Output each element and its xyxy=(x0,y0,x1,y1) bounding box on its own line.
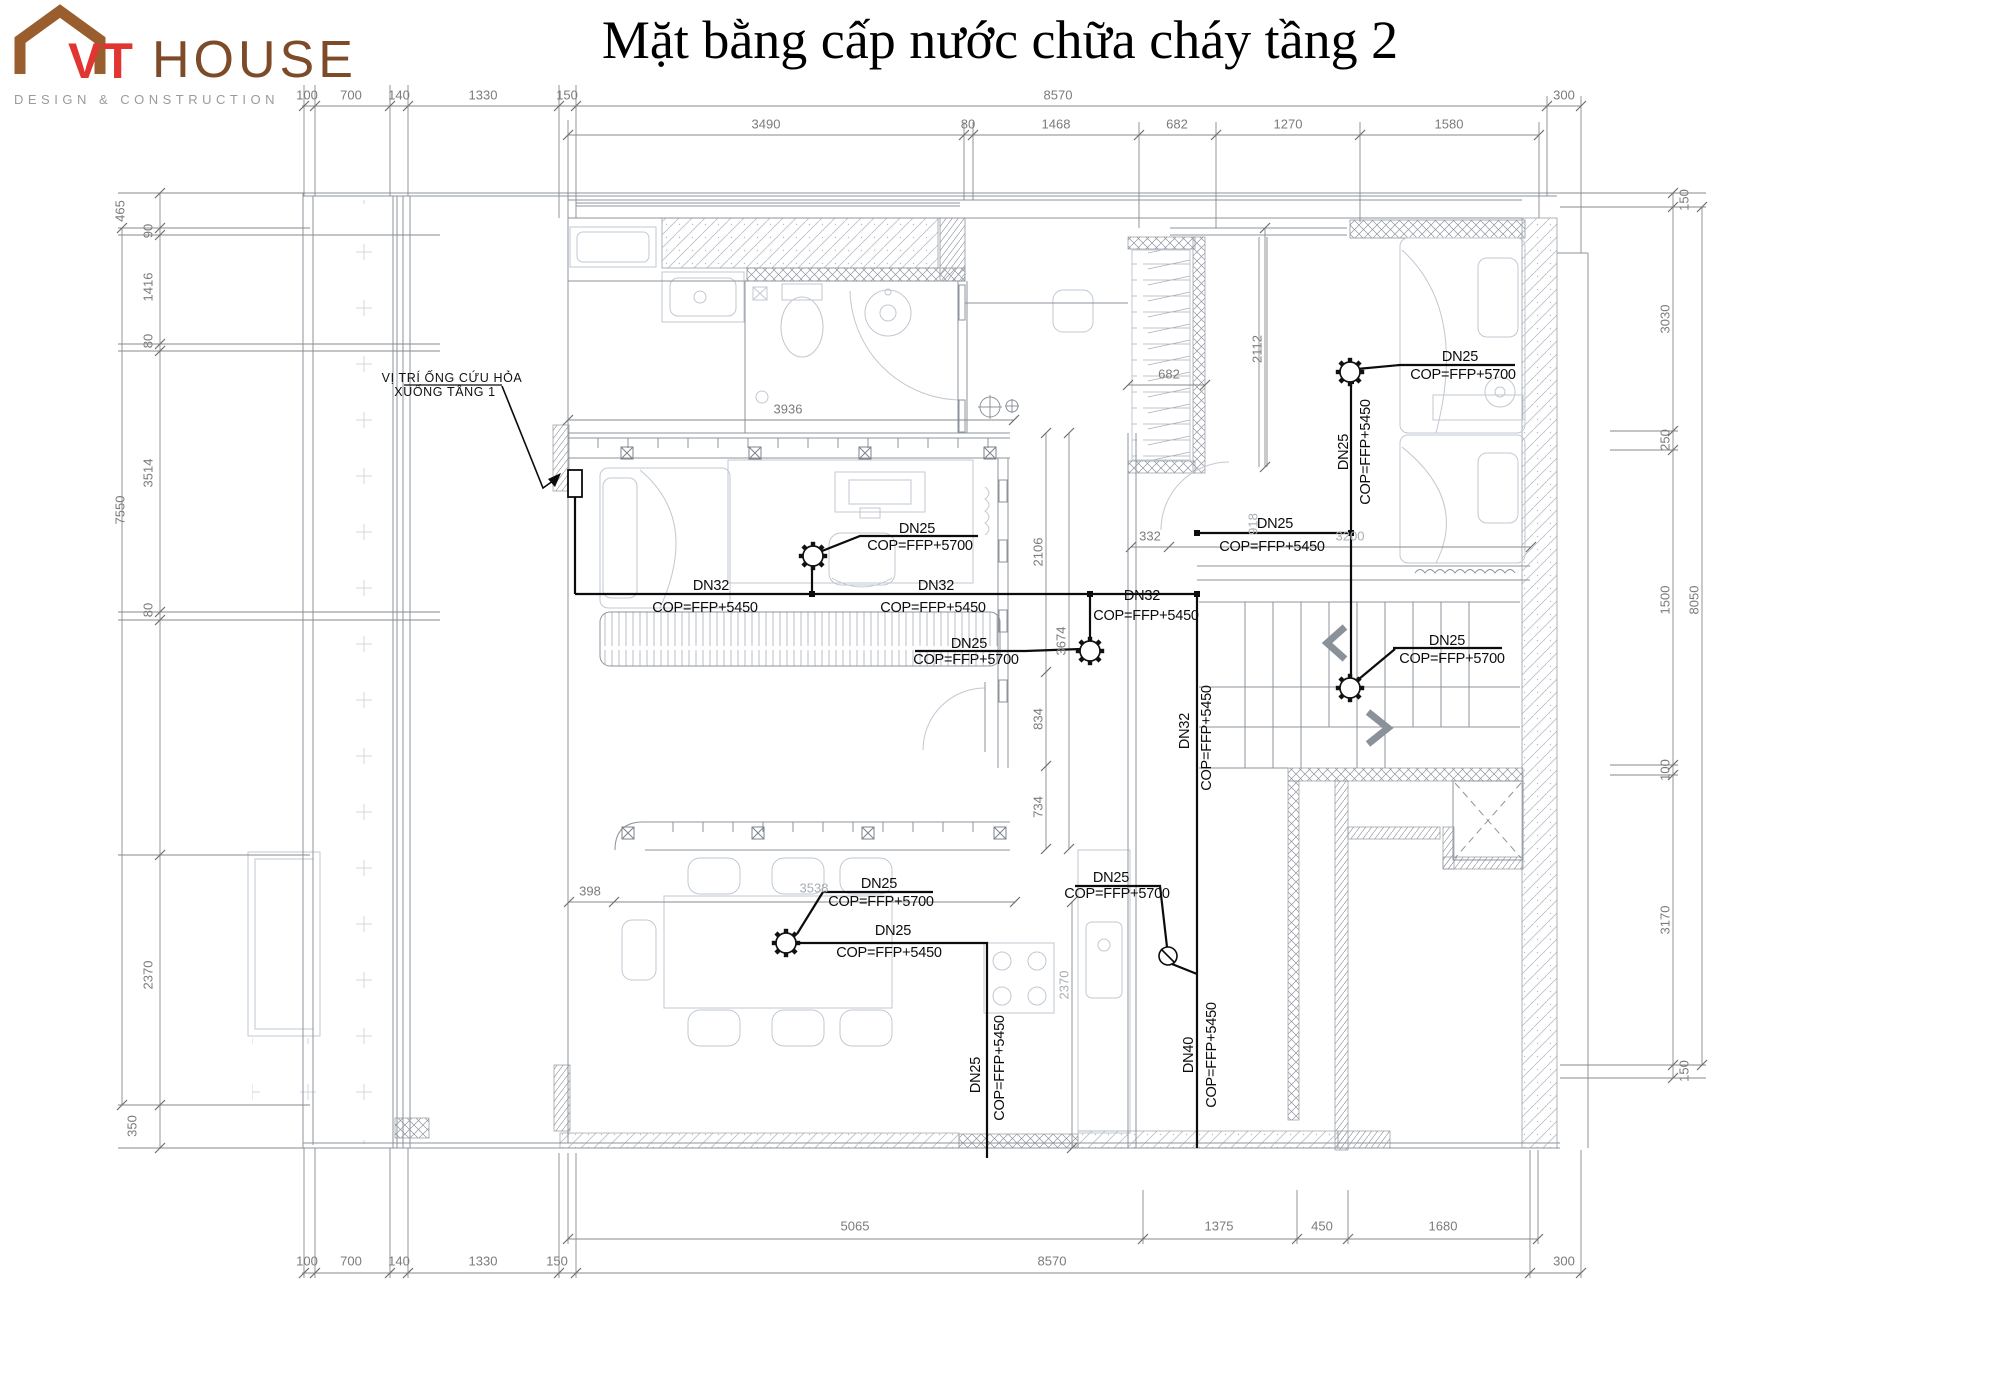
dim-top-140: 140 xyxy=(388,87,410,103)
dim-in-834: 834 xyxy=(1030,708,1046,730)
logo-tagline: DESIGN & CONSTRUCTION xyxy=(14,92,279,107)
pipe-cop5450-dn40: COP=FFP+5450 xyxy=(1203,1002,1220,1108)
dim-bot2-700: 700 xyxy=(340,1253,362,1269)
pipe-cop5450-kitchen: COP=FFP+5450 xyxy=(836,944,942,961)
pipe-dn25-hood: DN25 xyxy=(1092,869,1130,886)
dim-top2-1468: 1468 xyxy=(1041,116,1071,132)
dim-left-3514: 3514 xyxy=(140,458,156,488)
pipe-cop5700-dining: COP=FFP+5700 xyxy=(828,893,934,910)
pipe-cop5700-stair: COP=FFP+5700 xyxy=(1399,650,1505,667)
dim-left-465: 465 xyxy=(112,200,128,222)
pipe-dn40: DN40 xyxy=(1180,1036,1197,1074)
dim-left-80b: 80 xyxy=(140,602,156,618)
dim-right-3030: 3030 xyxy=(1657,304,1673,334)
dim-in-734: 734 xyxy=(1030,796,1046,818)
pipe-cop5450-c: COP=FFP+5450 xyxy=(1093,607,1199,624)
pipe-cop5450-riser: COP=FFP+5450 xyxy=(1198,685,1215,791)
dim-bot-450: 450 xyxy=(1311,1218,1333,1234)
riser-marker xyxy=(568,470,582,497)
dim-top-700: 700 xyxy=(340,87,362,103)
pipe-dn25-kitchen-riser: DN25 xyxy=(967,1056,984,1094)
pipe-cop5450-kitchen-riser: COP=FFP+5450 xyxy=(991,1015,1008,1121)
pipe-dn32-c: DN32 xyxy=(1123,587,1161,604)
pipe-cop5450-b: COP=FFP+5450 xyxy=(880,599,986,616)
pipe-junctions xyxy=(548,378,1354,597)
dim-top2-1580: 1580 xyxy=(1434,116,1464,132)
dim-bot2-1330: 1330 xyxy=(468,1253,498,1269)
pipe-cop5700-hall: COP=FFP+5700 xyxy=(913,651,1019,668)
pipe-cop5700-hood: COP=FFP+5700 xyxy=(1064,885,1170,902)
walls xyxy=(303,193,1588,1148)
dim-in-3936: 3936 xyxy=(773,401,803,417)
page-title: Mặt bằng cấp nước chữa cháy tầng 2 xyxy=(601,10,1399,70)
pipe-dn25-kitchen: DN25 xyxy=(874,922,912,939)
pipe-dn25-link: DN25 xyxy=(1256,515,1294,532)
annotation-line2: XUỐNG TẦNG 1 xyxy=(394,384,496,399)
pipe-dn25-bed: DN25 xyxy=(1441,348,1479,365)
dim-in-2106: 2106 xyxy=(1030,537,1046,567)
dim-right-3170: 3170 xyxy=(1657,905,1673,935)
dim-right-150b: 150 xyxy=(1676,1060,1692,1082)
dim-bot2-100: 100 xyxy=(296,1253,318,1269)
pipe-dn25-bed-riser: DN25 xyxy=(1335,433,1352,471)
dim-top2-1270: 1270 xyxy=(1273,116,1303,132)
dim-right-1500: 1500 xyxy=(1657,585,1673,615)
logo-vt: VT xyxy=(68,33,134,89)
dim-left-7550: 7550 xyxy=(112,495,128,525)
dim-in-2370: 2370 xyxy=(1056,970,1072,1000)
dim-right-8050: 8050 xyxy=(1686,585,1702,615)
pipe-dn32-a: DN32 xyxy=(692,577,730,594)
pipe-dn25-hall: DN25 xyxy=(950,635,988,652)
dim-left-80: 80 xyxy=(140,333,156,349)
dim-bot-1375: 1375 xyxy=(1204,1218,1234,1234)
pipe-cop5450-bed-riser: COP=FFP+5450 xyxy=(1357,399,1374,505)
dim-top-100: 100 xyxy=(296,87,318,103)
dim-in-398: 398 xyxy=(579,883,601,899)
dim-top-1330: 1330 xyxy=(468,87,498,103)
pipe-dn32-riser: DN32 xyxy=(1176,712,1193,750)
pipe-dn25-stair: DN25 xyxy=(1428,632,1466,649)
valve-icon xyxy=(1159,947,1177,965)
dim-bot-1680: 1680 xyxy=(1428,1218,1458,1234)
dim-left-2370: 2370 xyxy=(140,960,156,990)
dim-bot2-150: 150 xyxy=(546,1253,568,1269)
dim-in-3674: 3674 xyxy=(1053,626,1069,656)
dim-top-300: 300 xyxy=(1553,87,1575,103)
dim-in-3538: 3538 xyxy=(799,880,829,896)
dim-bot2-8570: 8570 xyxy=(1037,1253,1067,1269)
dim-right-150: 150 xyxy=(1676,189,1692,211)
dim-left-350: 350 xyxy=(124,1115,140,1137)
hatch-areas xyxy=(252,200,1557,1150)
pipe-cop5450-a: COP=FFP+5450 xyxy=(652,599,758,616)
pipe-dn32-b: DN32 xyxy=(917,577,955,594)
dim-in-2112: 2112 xyxy=(1249,335,1265,363)
dim-top2-80: 80 xyxy=(960,116,976,132)
dim-right-250: 250 xyxy=(1657,429,1673,451)
furniture xyxy=(248,227,1525,1133)
dim-in-3200: 3200 xyxy=(1335,528,1365,544)
pipe-cop5700-bed: COP=FFP+5700 xyxy=(1410,366,1516,383)
dim-left-90: 90 xyxy=(140,223,156,239)
dim-in-918: 918 xyxy=(1245,513,1261,535)
dim-in-332: 332 xyxy=(1139,528,1161,544)
dim-top2-3490: 3490 xyxy=(751,116,781,132)
dim-top-150: 150 xyxy=(556,87,578,103)
dim-bot2-140: 140 xyxy=(388,1253,410,1269)
dim-bot2-300: 300 xyxy=(1553,1253,1575,1269)
dim-top2-682: 682 xyxy=(1166,116,1188,132)
dim-top-8570: 8570 xyxy=(1043,87,1073,103)
pipe-cop5700-living: COP=FFP+5700 xyxy=(867,537,973,554)
dim-right-100: 100 xyxy=(1657,759,1673,781)
dim-left-1416: 1416 xyxy=(140,272,156,302)
annotation-line1: VỊ TRÍ ỐNG CỨU HỎA xyxy=(381,370,523,385)
dim-bot-5065: 5065 xyxy=(840,1218,870,1234)
pipe-cop5450-link: COP=FFP+5450 xyxy=(1219,538,1325,555)
dim-in-682: 682 xyxy=(1158,366,1180,382)
pipe-dn25-living: DN25 xyxy=(898,520,936,537)
logo-house: HOUSE xyxy=(152,31,357,89)
pipe-dn25-dining: DN25 xyxy=(860,875,898,892)
